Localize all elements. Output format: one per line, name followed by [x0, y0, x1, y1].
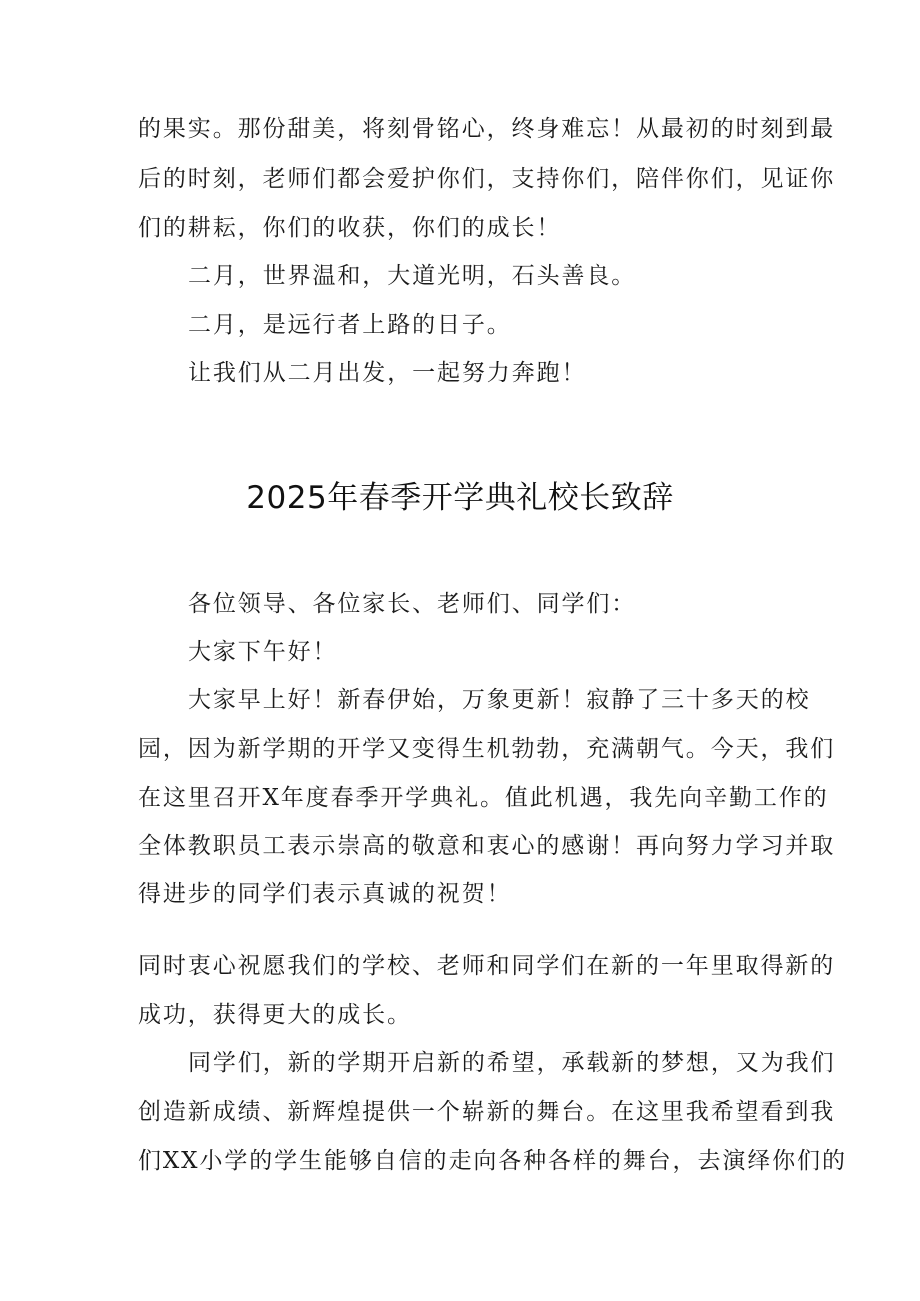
paragraph-line: 让我们从二月出发，一起努力奔跑！: [188, 360, 587, 386]
paragraph-line: 得进步的同学们表示真诚的祝贺！: [138, 881, 512, 907]
paragraph-line: 大家早上好！新春伊始，万象更新！寂静了三十多天的校: [188, 687, 811, 713]
text-line: 的果实。那份甜美，将刻骨铭心，终身难忘！从最初的时刻到最: [138, 116, 836, 142]
paragraph-line: 同学们，新的学期开启新的希望，承载新的梦想，又为我们: [188, 1050, 836, 1076]
text-line: 后的时刻，老师们都会爱护你们，支持你们，陪伴你们，见证你: [138, 166, 836, 192]
paragraph-line: 全体教职员工表示崇高的敬意和衷心的感谢！再向努力学习并取: [138, 833, 836, 859]
paragraph-line: 园，因为新学期的开学又变得生机勃勃，充满朝气。今天，我们: [138, 736, 836, 762]
text-line: 们的耕耘，你们的收获，你们的成长！: [138, 215, 562, 241]
paragraph-line: 二月，世界温和，大道光明，石头善良。: [188, 263, 637, 289]
document-title: 2025年春季开学典礼校长致辞: [246, 480, 674, 516]
paragraph-line: 同时衷心祝愿我们的学校、老师和同学们在新的一年里取得新的: [138, 953, 836, 979]
salutation: 各位领导、各位家长、老师们、同学们：: [188, 591, 637, 617]
paragraph-line: 在这里召开X年度春季开学典礼。值此机遇，我先向辛勤工作的: [138, 785, 829, 811]
paragraph-line: 二月，是远行者上路的日子。: [188, 312, 512, 338]
greeting: 大家下午好！: [188, 639, 338, 665]
paragraph-line: 们XX小学的学生能够自信的走向各种各样的舞台，去演绎你们的: [138, 1148, 847, 1174]
paragraph-line: 创造新成绩、新辉煌提供一个崭新的舞台。在这里我希望看到我: [138, 1099, 836, 1125]
paragraph-line: 成功，获得更大的成长。: [138, 1002, 412, 1028]
